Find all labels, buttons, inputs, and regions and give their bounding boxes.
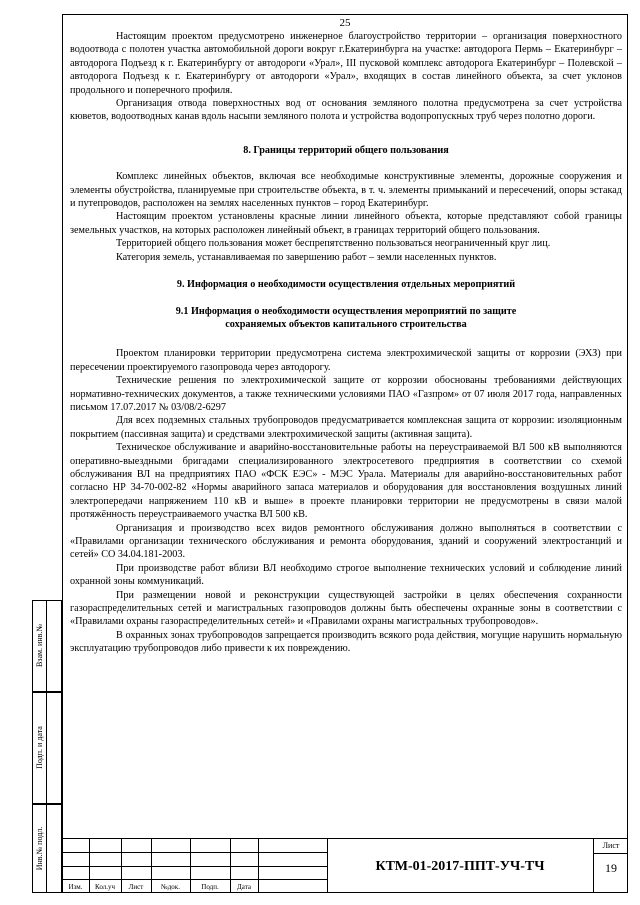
subsection-heading-9-1: 9.1 Информация о необходимости осуществления мероприятий по защите сохраняемых объектов капитального строительства (175, 305, 517, 330)
paragraph: Для всех подземных стальных трубопроводов предусматривается комплексная защита от коррозии: изоляционным покрытием (пассивная защита) и средствами электрохимической защиты (активная защита). (70, 415, 622, 440)
sheet-number: 19 (605, 861, 617, 875)
side-stamp-signature-date: Подп. и дата (32, 692, 62, 804)
col-count: Кол.уч (95, 883, 115, 891)
paragraph: Технические решения по электрохимической защите от коррозии обоснованы требованиями действующих нормативно-технических документов, а также техническими условиями ПАО «Газпром» от 07 июля 2017 года, направленных письмом 17.07.2017 № 03/08/2-6297 (70, 375, 622, 413)
paragraph: Настоящим проектом предусмотрено инженерное благоустройство территории – организация поверхностного водоотвода с полотен участка автомобильной дороги вокруг г.Екатеринбурга на участке: автодорога Пермь – Екатеринбург – автодорога Подъезд к г. Екатеринбургу от автодороги «Урал», III пусковой комплекс автодорога Екатеринбург – Полевской – автодорога Подъезд к г. Екатеринбургу от автодороги «Урал», входящих в состав линейного объекта, за счет уклонов продольного и поперечного профиля. (70, 31, 622, 96)
paragraph: Проектом планировки территории предусмотрена система электрохимической защиты от коррозии (ЭХЗ) при пересечении проектируемого газопровода через автодорогу. (70, 348, 622, 373)
title-block (62, 838, 628, 893)
document-code: КТМ-01-2017-ППТ-УЧ-ТЧ (375, 858, 545, 874)
paragraph: При производстве работ вблизи ВЛ необходимо строгое выполнение технических условий и соблюдение линий охранной зоны коммуникаций. (70, 562, 622, 588)
paragraph: Организация отвода поверхностных вод от основания земляного полотна предусмотрена за счет устройства кюветов, водоотводных канав вдоль насыпи земляного полота и устройства водопропускных труб через полотно дороги. (70, 98, 622, 123)
paragraph: При размещении новой и реконструкции существующей застройки в целях обеспечения сохранности газораспределительных сетей и магистральных газопроводов должны быть обеспечены охранные зоны в соответствии с «Правилами охраны газораспределительных сетей» и «Правилами охраны магистральных трубопроводов». (70, 589, 622, 628)
paragraph: Категория земель, устанавливаемая по завершению работ – земли населенных пунктов. (116, 251, 497, 263)
section-heading-8: 8. Границы территорий общего пользования (243, 144, 449, 156)
paragraph: Комплекс линейных объектов, включая все необходимые конструктивные элементы, дорожные сооружения и элементы обустройства, планируемые при строительстве объекта, в т. ч. элементы примыканий и пересечений, опоры эстакад и путепроводов, расположен на землях населенных пунктов – город Екатеринбург. (70, 171, 622, 210)
paragraph: Территорией общего пользования может беспрепятственно пользоваться неограниченный круг лиц. (116, 238, 551, 250)
section-heading-9: 9. Информация о необходимости осуществления отдельных мероприятий (176, 279, 516, 291)
col-change: Изм. (68, 883, 83, 891)
col-signature: Подп. (201, 883, 219, 891)
page-number: 25 (339, 17, 351, 29)
col-docnum: №док. (161, 883, 180, 891)
paragraph: Организация и производство всех видов ремонтного обслуживания должно выполняться в соответствии с «Правилами организации технического обслуживания и ремонта оборудования, зданий и сооружений электростанций и сетей» СО 34.04.181-2003. (70, 522, 622, 561)
side-stamp-original-inv: Инв.№ подл. (32, 804, 62, 893)
paragraph: В охранных зонах трубопроводов запрещается производить всякого рода действия, могущие нарушить нормальную эксплуатацию трубопроводов либо привести к их повреждению. (70, 629, 622, 655)
sheet-label: Лист (602, 841, 620, 850)
col-date: Дата (237, 883, 251, 891)
side-stamp-replacement-inv: Взам. инв.№ (32, 600, 62, 692)
paragraph: Техническое обслуживание и аварийно-восстановительные работы на переустраиваемой ВЛ 500 кВ выполняются оперативно-выездными бригадами специализированного электросетевого предприятия в соответствии со схемой обслуживания ВЛ на предприятиях ПАО «ФСК ЕЭС» - МЭС Урала. Материалы для аварийно-восстановительных работ согласно НР 34-70-002-82 «Нормы аварийного запаса материалов и оборудования для восстановления воздушных линий электропередачи напряжением 110 кВ и выше» в проекте планировки территории не предусмотрены в связи малой протяжённость переустраиваемого участка ВЛ 500 кВ. (70, 442, 622, 521)
document-body (70, 30, 622, 656)
col-sheet: Лист (128, 883, 144, 891)
paragraph: Настоящим проектом установлены красные линии линейного объекта, которые представляют собой границы земельных участков, на которых расположен линейный объект, в границах территорий общего пользования. (70, 211, 622, 236)
